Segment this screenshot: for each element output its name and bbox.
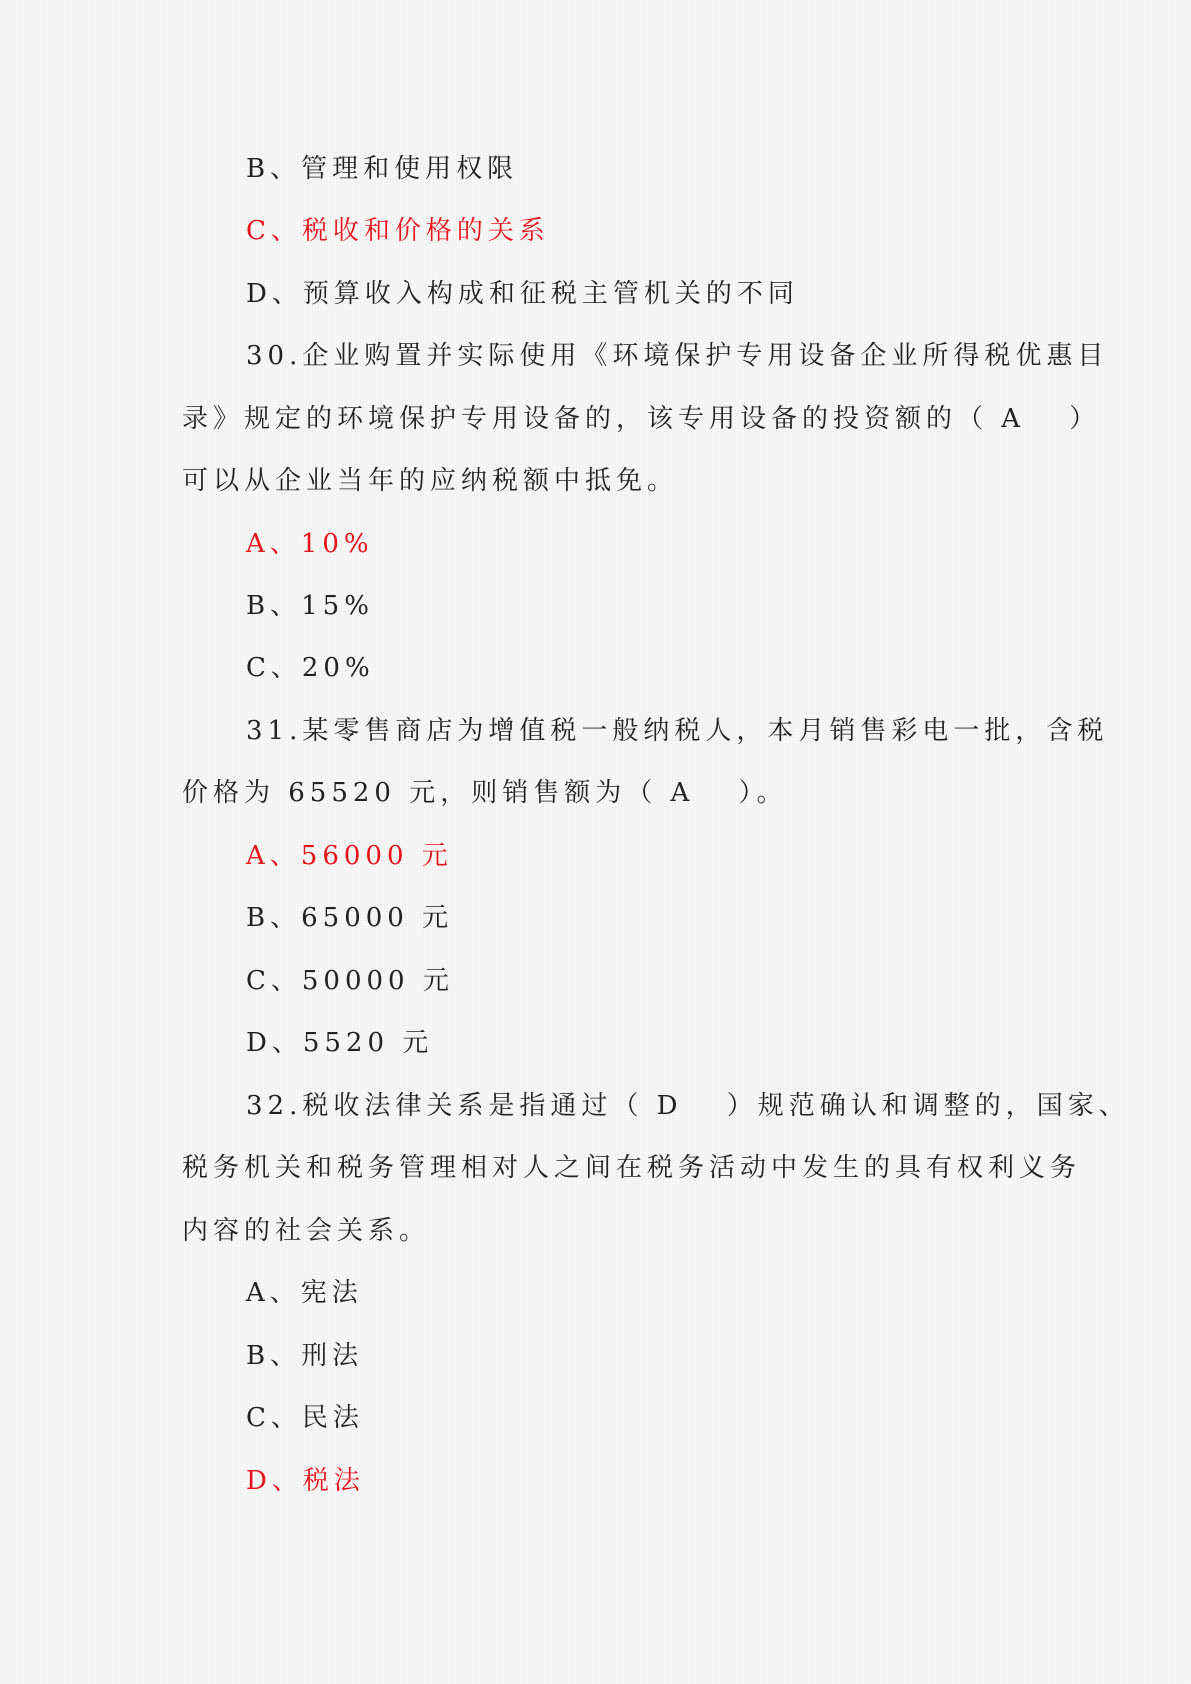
question-line: 税务机关和税务管理相对人之间在税务活动中发生的具有权利义务 bbox=[182, 1153, 1082, 1183]
question-line: 内容的社会关系。 bbox=[182, 1216, 431, 1246]
option-line: B、管理和使用权限 bbox=[246, 154, 519, 184]
answer-option-line: A、10% bbox=[246, 529, 374, 559]
question-line: 30.企业购置并实际使用《环境保护专用设备企业所得税优惠目 bbox=[246, 341, 1109, 371]
question-line: 32.税收法律关系是指通过（ D ）规范确认和调整的，国家、 bbox=[246, 1091, 1130, 1121]
question-line: 可以从企业当年的应纳税额中抵免。 bbox=[182, 466, 679, 496]
question-line: 31.某零售商店为增值税一般纳税人，本月销售彩电一批，含税 bbox=[246, 716, 1109, 746]
question-line: 价格为 65520 元，则销售额为（ A ）。 bbox=[182, 778, 788, 808]
option-line: C、20% bbox=[246, 653, 375, 683]
answer-option-line: C、税收和价格的关系 bbox=[246, 216, 550, 246]
option-line: C、民法 bbox=[246, 1403, 364, 1433]
option-line: B、65000 元 bbox=[246, 903, 454, 933]
option-line: D、5520 元 bbox=[246, 1028, 434, 1058]
option-line: A、宪法 bbox=[246, 1278, 363, 1308]
question-line: 录》规定的环境保护专用设备的，该专用设备的投资额的（ A ） bbox=[182, 404, 1101, 434]
answer-option-line: A、56000 元 bbox=[246, 841, 453, 871]
option-line: C、50000 元 bbox=[246, 966, 454, 996]
answer-option-line: D、税法 bbox=[246, 1466, 365, 1496]
option-line: B、刑法 bbox=[246, 1341, 364, 1371]
option-line: B、15% bbox=[246, 591, 374, 621]
option-line: D、预算收入构成和征税主管机关的不同 bbox=[246, 279, 799, 309]
